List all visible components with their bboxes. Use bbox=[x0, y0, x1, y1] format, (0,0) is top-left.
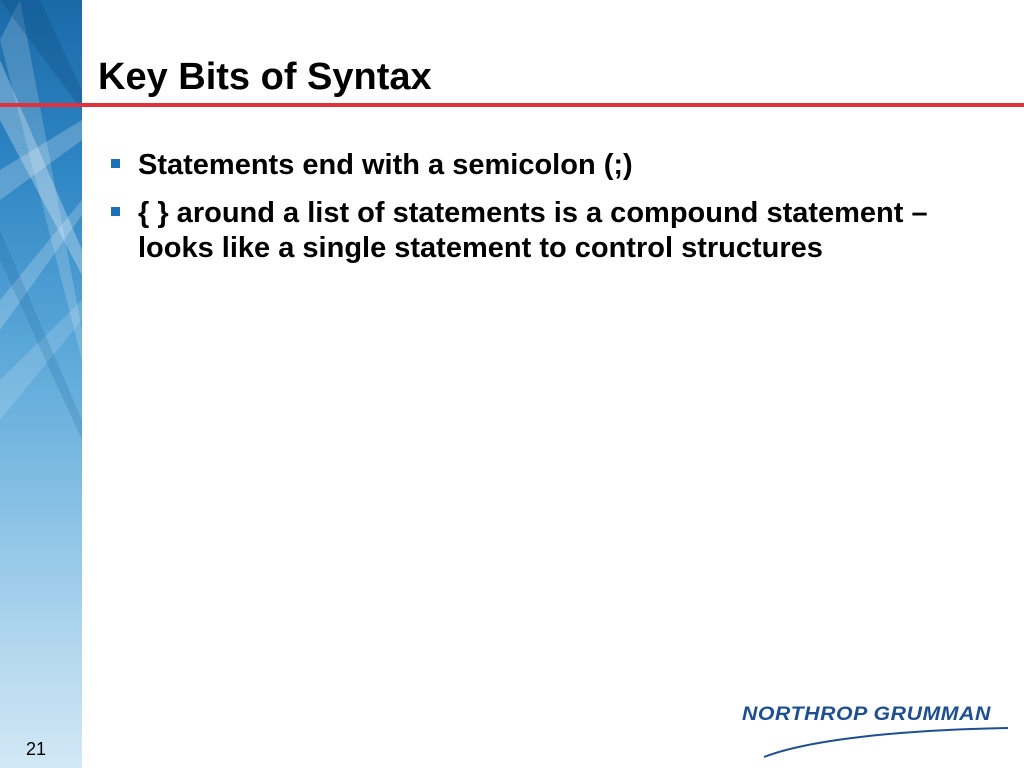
logo-wordmark: NORTHROP GRUMMAN bbox=[742, 704, 991, 725]
bullet-list bbox=[108, 148, 988, 279]
title-divider bbox=[0, 103, 1024, 107]
bullet-text: { } around a list of statements is a compound statement – looks like a single statement to control structures bbox=[138, 197, 928, 264]
logo-swoosh-icon bbox=[738, 724, 1010, 760]
bullet-item bbox=[108, 148, 988, 183]
square-bullet-icon bbox=[111, 207, 120, 216]
sidebar-decoration bbox=[0, 0, 82, 768]
slide-title: Key Bits of Syntax bbox=[98, 56, 432, 98]
light-streaks-graphic bbox=[0, 0, 82, 768]
company-logo bbox=[738, 704, 1010, 760]
page-number: 21 bbox=[26, 739, 47, 759]
bullet-text: Statements end with a semicolon (;) bbox=[138, 149, 633, 181]
square-bullet-icon bbox=[111, 159, 120, 168]
bullet-item bbox=[108, 196, 988, 266]
